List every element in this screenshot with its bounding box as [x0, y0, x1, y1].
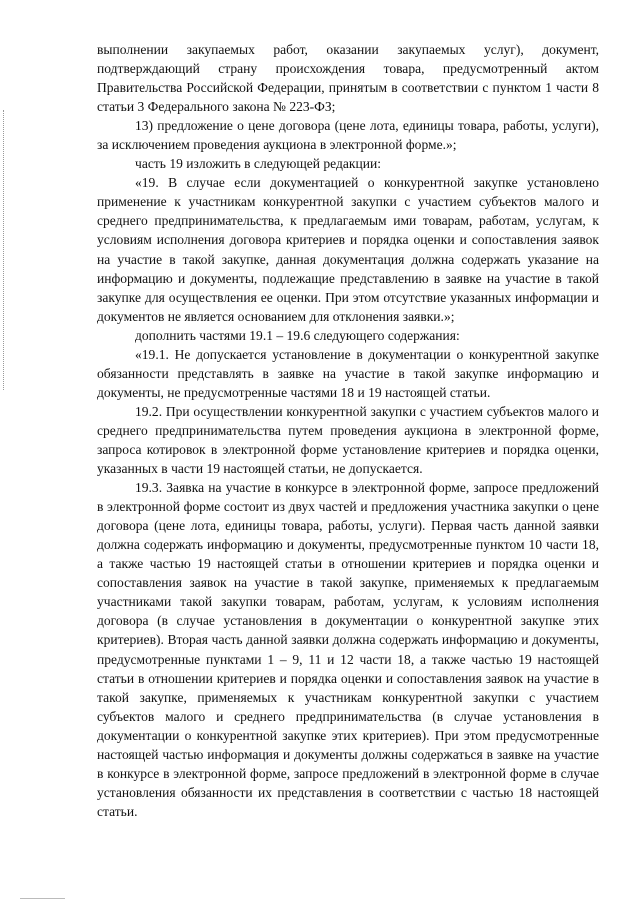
paragraph-part-19-2: 19.2. При осуществлении конкурентной закупки с участием субъектов малого и среднего предпринимательства путем проведения аукциона в электронной форме, запроса котировок в электронной форме установление критериев и порядка оценки, указанных в части 19 настоящей статьи, не допускается. [97, 403, 599, 477]
paragraph-item-13: 13) предложение о цене договора (цене лота, единицы товара, работы, услуги), за исключением проведения аукциона в электронной форме.»; [97, 118, 599, 153]
paragraph-part-19-3: 19.3. Заявка на участие в конкурсе в электронной форме, запросе предложений в электронной форме состоит из двух частей и предложения участника закупки о цене договора (цене лота, единицы товара, работы, услуги). Первая часть данной заявки должна содержать информацию и документы, предусмотренные пунктом 10 части 18, а также частью 19 настоящей статьи в отношении критериев и порядка оценки и сопоставления заявок на участие в такой закупке, применяемых к предлагаемым участниками такой закупки товарам, работам, услугам, к условиям исполнения договора (в случае установления в документации о конкурентной закупке этих критериев). Вторая часть данной заявки должна содержать информацию и документы, предусмотренные пунктами 1 – 9, 11 и 12 части 18, а также частью 19 настоящей статьи в отношении критериев и порядка оценки и сопоставления заявок на участие в такой закупке, применяемых к участникам конкурентной закупки с участием субъектов малого и среднего предпринимательства (в случае установления в документации о конкурентной закупке этих критериев). При этом предусмотренные настоящей частью информация и документы должны содержаться в заявке на участие в конкурсе в электронной форме, запросе предложений в электронной форме в случае установления обязанности их представления в соответствии с частью 18 настоящей статьи. [97, 480, 599, 819]
document-body [97, 40, 599, 821]
paragraph-parts-19-1-19-6-intro: дополнить частями 19.1 – 19.6 следующего содержания: [135, 327, 460, 343]
paragraph-part-19-1: «19.1. Не допускается установление в документации о конкурентной закупке обязанности представлять в заявке на участие в такой закупке информацию и документы, не предусмотренные частями 18 и 19 настоящей статьи. [97, 346, 599, 400]
paragraph-part-19: «19. В случае если документацией о конкурентной закупке установлено применение к участникам конкурентной закупки с участием субъектов малого и среднего предпринимательства, к предлагаемым ими товарам, работам, услугам, к условиям исполнения договора критериев и порядка оценки и сопоставления заявок на участие в такой закупке, данная документация должна содержать указание на информацию и документы, подлежащие представлению в заявке на участие в такой закупке для осуществления ее оценки. При этом отсутствие указанных информации и документов не является основанием для отклонения заявки.»; [97, 175, 599, 324]
scan-margin-marks [3, 110, 8, 390]
paragraph-continuation: выполнении закупаемых работ, оказании закупаемых услуг), документ, подтверждающий страну происхождения товара, предусмотренный актом Правительства Российской Федерации, принятым в соответствии с пунктом 1 части 8 статьи 3 Федерального закона № 223-ФЗ; [97, 42, 599, 115]
paragraph-part-19-intro: часть 19 изложить в следующей редакции: [135, 156, 382, 172]
footer-rule [20, 898, 65, 899]
